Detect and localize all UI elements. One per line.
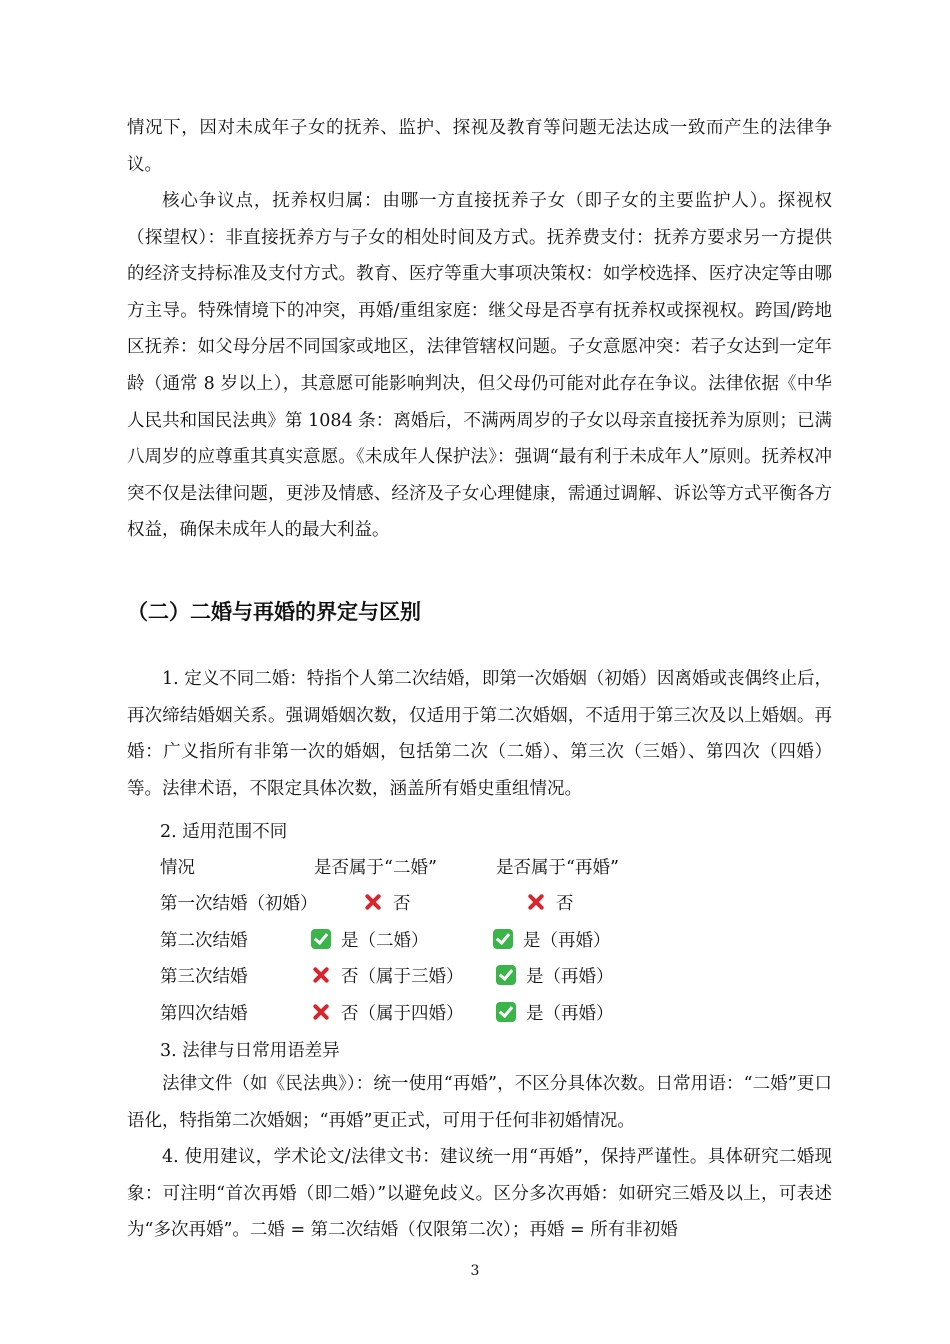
table-cell-erhun: 否（属于四婚） xyxy=(311,1000,464,1025)
paragraph-custody-dispute-definition: 情况下，因对未成年子女的抚养、监护、探视及教育等问题无法达成一致而产生的法律争议。 xyxy=(127,118,832,175)
table-cell-erhun: 是（二婚） xyxy=(311,927,429,952)
cross-icon xyxy=(311,965,331,985)
table-row-label: 第四次结婚 xyxy=(160,1004,248,1024)
table-header-situation: 情况 xyxy=(160,858,195,878)
subheading-scope: 2. 适用范围不同 xyxy=(160,822,288,842)
table-row-label: 第二次结婚 xyxy=(160,931,248,951)
paragraph-usage-difference: 法律文件（如《民法典》）：统一使用“再婚”，不区分具体次数。日常用语：“二婚”更口语化，特指第二次婚姻；“再婚”更正式，可用于任何非初婚情况。 xyxy=(127,1074,832,1131)
table-row-label: 第一次结婚（初婚） xyxy=(160,894,318,914)
cross-icon xyxy=(311,1002,331,1022)
paragraph-definition-difference: 1. 定义不同二婚：特指个人第二次结婚，即第一次婚姻（初婚）因离婚或丧偶终止后，再次缔结婚姻关系。强调婚姻次数，仅适用于第二次婚姻，不适用于第三次及以上婚姻。再婚：广义指所有非第一次的婚姻，包括第二次（二婚）、第三次（三婚）、第四次（四婚）等。法律术语，不限定具体次数，涵盖所有婚史重组情况。 xyxy=(127,669,832,799)
paragraph-usage-advice: 4. 使用建议，学术论文/法律文书：建议统一用“再婚”，保持严谨性。具体研究二婚现象：可注明“首次再婚（即二婚）”以避免歧义。区分多次再婚：如研究三婚及以上，可表述为“多次再婚”。二婚 = 第二次结婚（仅限第二次）；再婚 = 所有非初婚 xyxy=(127,1147,832,1241)
table-row-label: 第三次结婚 xyxy=(160,967,248,987)
check-icon xyxy=(496,965,516,985)
table-header-zaihun: 是否属于“再婚” xyxy=(496,858,619,878)
table-header-erhun: 是否属于“二婚” xyxy=(314,858,437,878)
check-icon xyxy=(493,929,513,949)
page-number: 3 xyxy=(470,1263,480,1279)
section-heading: （二）二婚与再婚的界定与区别 xyxy=(127,600,421,624)
table-cell-erhun: 否 xyxy=(363,890,411,915)
paragraph-core-disputes: 核心争议点，抚养权归属：由哪一方直接抚养子女（即子女的主要监护人）。探视权（探望权）：非直接抚养方与子女的相处时间及方式。抚养费支付：抚养方要求另一方提供的经济支持标准及支付方式。教育、医疗等重大事项决策权：如学校选择、医疗决定等由哪方主导。特殊情境下的冲突，再婚/重组家庭：继父母是否享有抚养权或探视权。跨国/跨地区抚养：如父母分居不同国家或地区，法律管辖权问题。子女意愿冲突：若子女达到一定年龄（通常 8 岁以上），其意愿可能影响判决，但父母仍可能对此存在争议。法律依据《中华人民共和国民法典》第 1084 条：离婚后，不满两周岁的子女以母亲直接抚养为原则；已满八周岁的应尊重其真实意愿。《未成年人保护法》：强调“最有利于未成年人”原则。抚养权冲突不仅是法律问题，更涉及情感、经济及子女心理健康，需通过调解、诉讼等方式平衡各方权益，确保未成年人的最大利益。 xyxy=(127,191,832,541)
cross-icon xyxy=(363,892,383,912)
check-icon xyxy=(311,929,331,949)
table-cell-zaihun: 是（再婚） xyxy=(496,963,614,988)
cross-icon xyxy=(526,892,546,912)
table-cell-erhun: 否（属于三婚） xyxy=(311,963,464,988)
table-cell-zaihun: 是（再婚） xyxy=(493,927,611,952)
table-cell-zaihun: 否 xyxy=(526,890,574,915)
check-icon xyxy=(496,1002,516,1022)
table-cell-zaihun: 是（再婚） xyxy=(496,1000,614,1025)
subheading-usage: 3. 法律与日常用语差异 xyxy=(160,1041,340,1061)
